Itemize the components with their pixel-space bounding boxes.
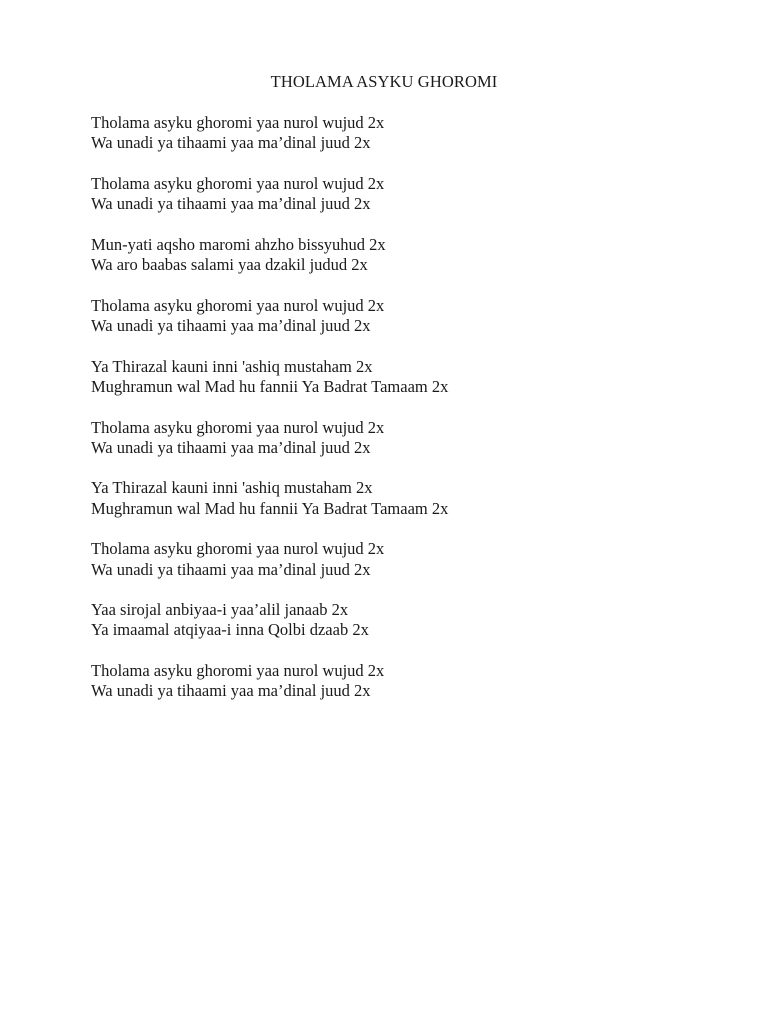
stanza-8 bbox=[91, 539, 731, 579]
lyric-line: Wa unadi ya tihaami yaa ma’dinal juud 2x bbox=[91, 437, 371, 457]
lyric-line: Tholama asyku ghoromi yaa nurol wujud 2x bbox=[91, 113, 385, 132]
stanza-9 bbox=[91, 600, 731, 640]
stanza-7 bbox=[91, 478, 731, 518]
stanza-10 bbox=[91, 661, 731, 701]
lyric-line: Wa unadi ya tihaami yaa ma’dinal juud 2x bbox=[91, 315, 371, 335]
document-title: THOLAMA ASYKU GHOROMI bbox=[270, 72, 498, 91]
lyric-line: Ya Thirazal kauni inni 'ashiq mustaham 2x bbox=[91, 478, 373, 498]
stanza-5 bbox=[91, 357, 731, 397]
lyric-line: Mun-yati aqsho maromi ahzho bissyuhud 2x bbox=[91, 234, 386, 254]
lyric-line: Tholama asyku ghoromi yaa nurol wujud 2x bbox=[91, 539, 385, 559]
lyric-line: Ya imaamal atqiyaa-i inna Qolbi dzaab 2x bbox=[91, 620, 369, 640]
lyric-line: Wa unadi ya tihaami yaa ma’dinal juud 2x bbox=[91, 194, 371, 214]
lyric-line: Wa unadi ya tihaami yaa ma’dinal juud 2x bbox=[91, 133, 371, 153]
lyric-line: Wa unadi ya tihaami yaa ma’dinal juud 2x bbox=[91, 559, 371, 579]
lyrics-body bbox=[91, 113, 731, 722]
lyric-line: Tholama asyku ghoromi yaa nurol wujud 2x bbox=[91, 661, 385, 681]
stanza-3 bbox=[91, 235, 731, 275]
lyric-line: Mughramun wal Mad hu fannii Ya Badrat Tamaam 2x bbox=[91, 376, 449, 396]
lyric-line: Ya Thirazal kauni inni 'ashiq mustaham 2x bbox=[91, 356, 373, 376]
stanza-1 bbox=[91, 113, 731, 153]
stanza-6 bbox=[91, 418, 731, 458]
lyric-line: Tholama asyku ghoromi yaa nurol wujud 2x bbox=[91, 417, 385, 437]
lyric-line: Tholama asyku ghoromi yaa nurol wujud 2x bbox=[91, 295, 385, 315]
lyric-line: Wa unadi ya tihaami yaa ma’dinal juud 2x bbox=[91, 681, 371, 701]
stanza-4 bbox=[91, 296, 731, 336]
lyric-line: Yaa sirojal anbiyaa-i yaa’alil janaab 2x bbox=[91, 600, 349, 620]
lyric-line: Mughramun wal Mad hu fannii Ya Badrat Tamaam 2x bbox=[91, 498, 449, 518]
lyric-line: Wa aro baabas salami yaa dzakil judud 2x bbox=[91, 255, 368, 275]
stanza-2 bbox=[91, 174, 731, 214]
lyric-line: Tholama asyku ghoromi yaa nurol wujud 2x bbox=[91, 173, 385, 193]
